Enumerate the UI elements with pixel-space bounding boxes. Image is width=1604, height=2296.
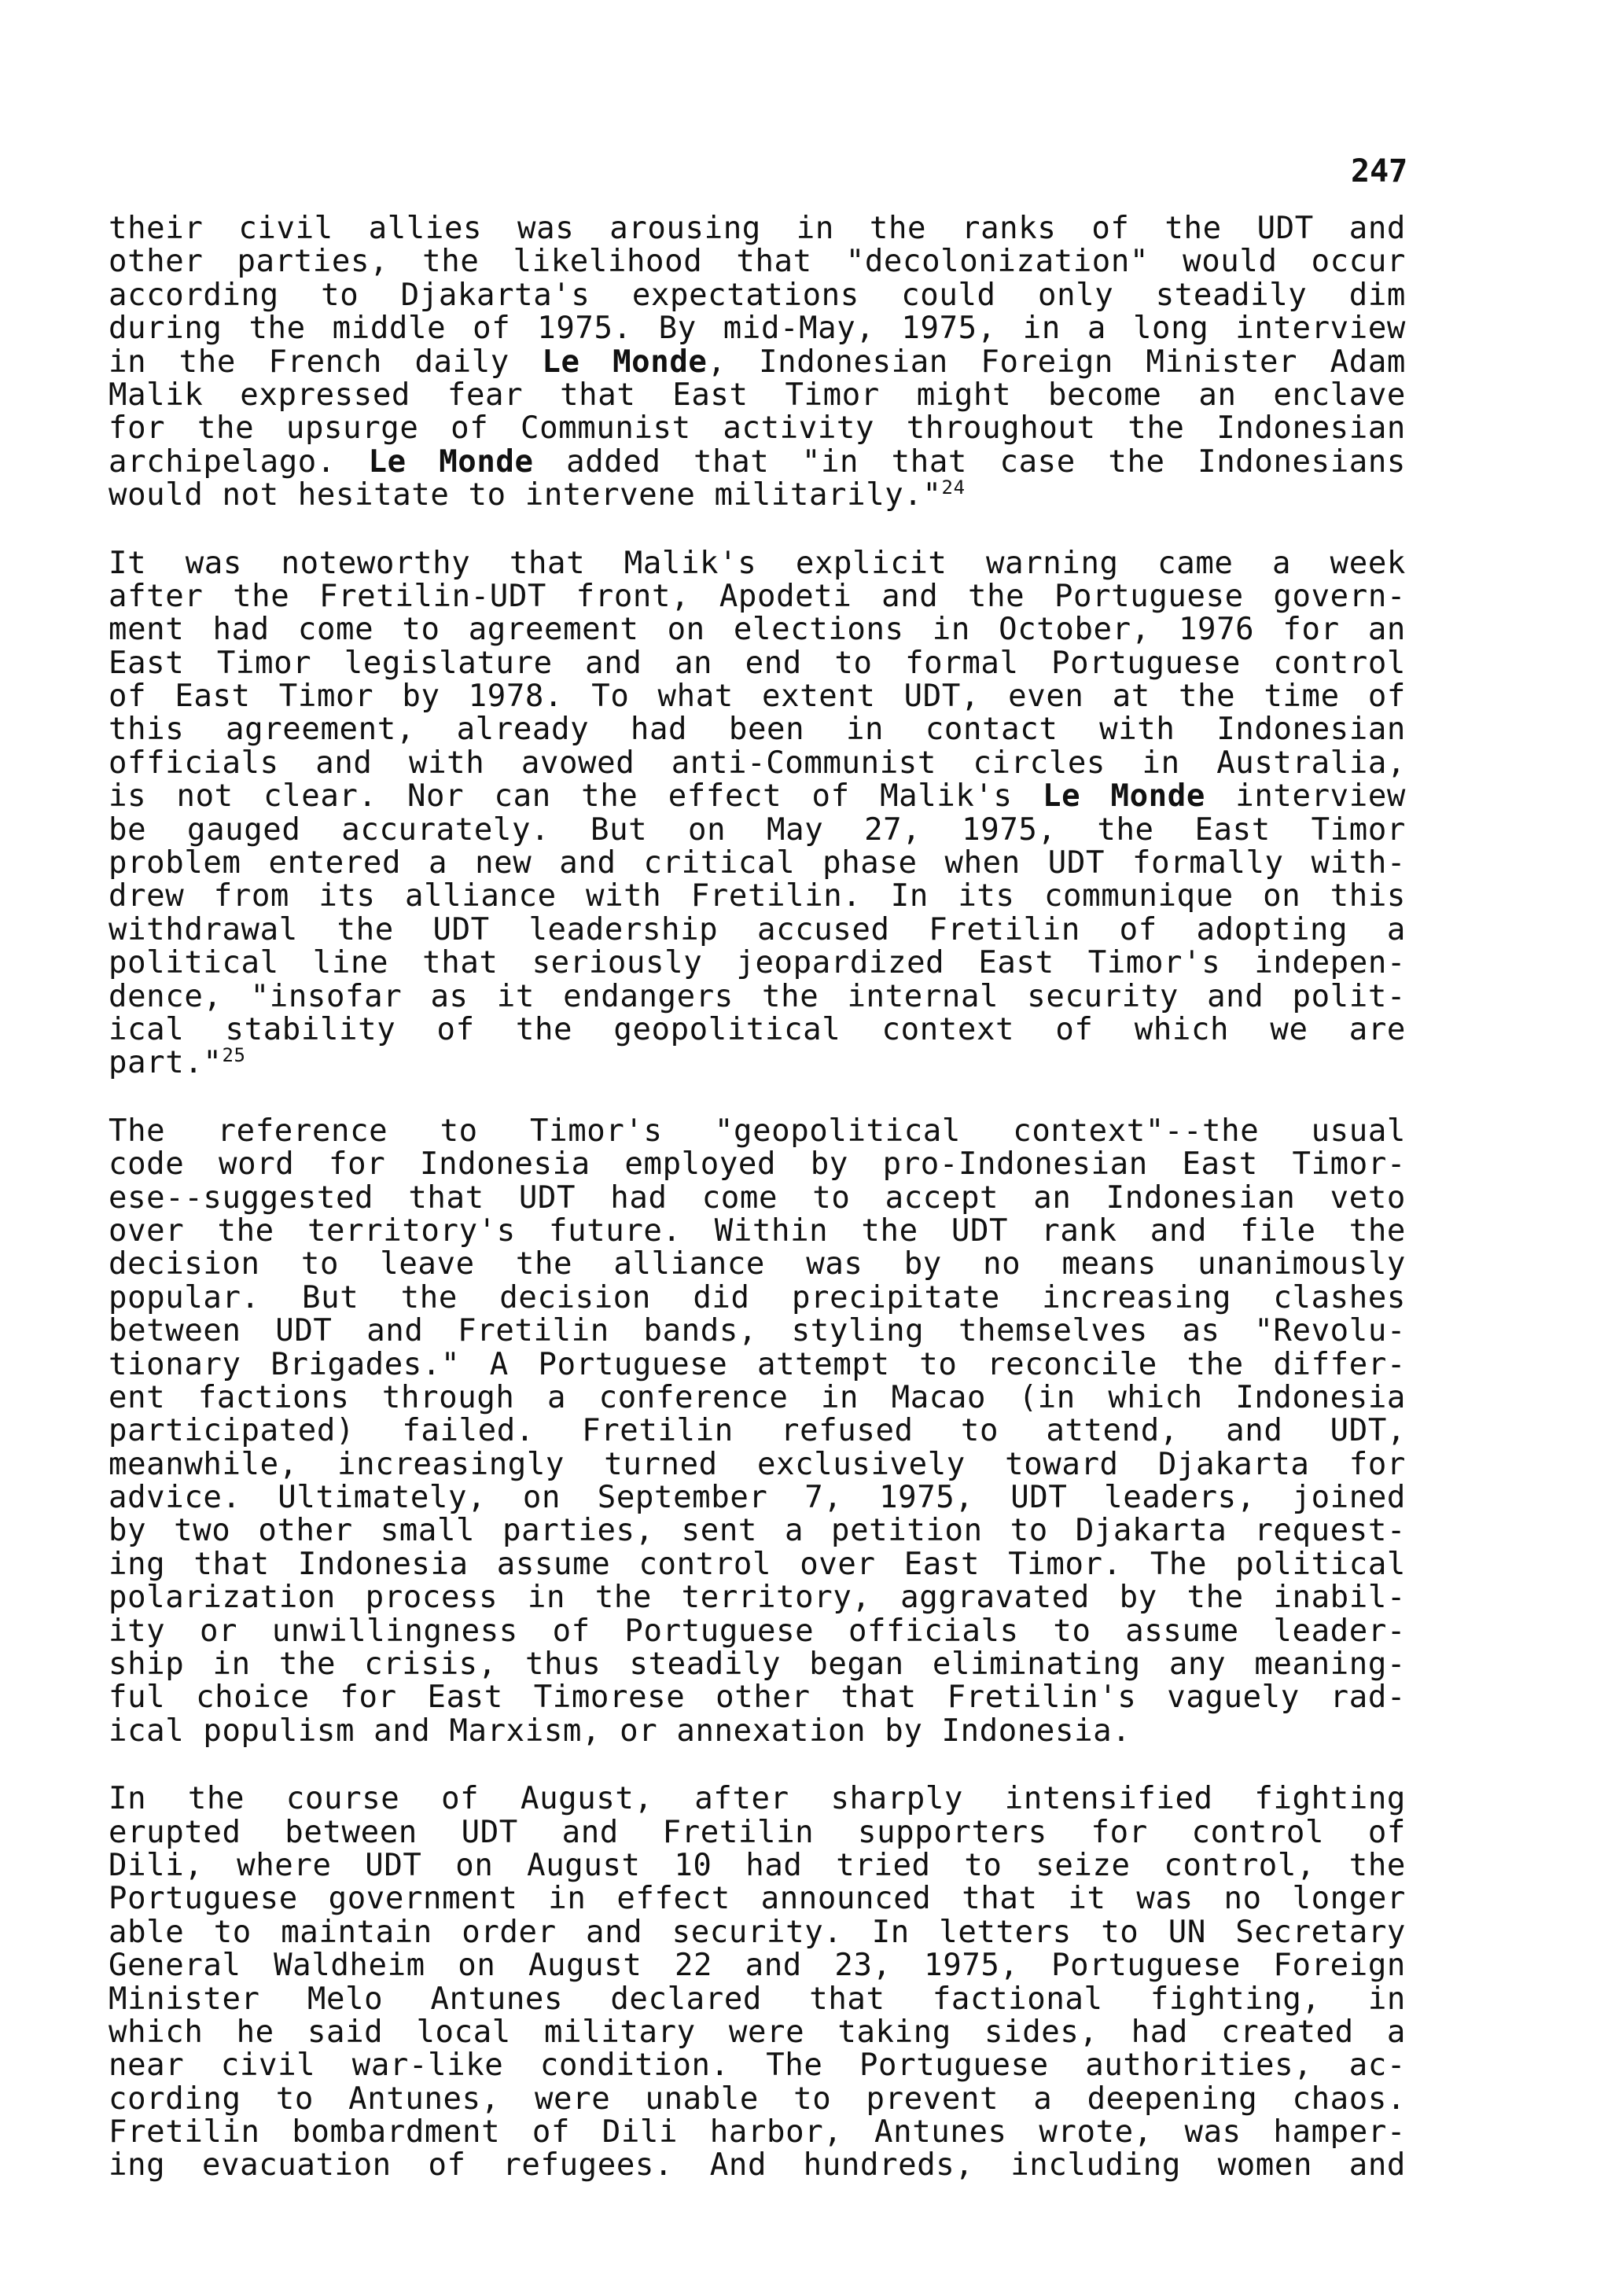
text-run: Malik expressed fear that East Timor might become an enclave [109, 377, 1406, 413]
text-run: according to Djakarta's expectations could only steadily dim [109, 277, 1406, 313]
text-line [109, 1983, 1406, 2016]
text-run: officials and with avowed anti-Communist circles in Australia, [109, 745, 1406, 781]
text-run: withdrawal the UDT leadership accused Fretilin of adopting a [109, 911, 1406, 947]
text-run: cording to Antunes, were unable to prevent a deepening chaos. [109, 2081, 1406, 2117]
text-run: be gauged accurately. But on May 27, 1975, the East Timor [109, 811, 1406, 848]
text-run: code word for Indonesia employed by pro-Indonesian East Timor- [109, 1146, 1406, 1183]
text-run: , Indonesian Foreign Minister Adam [707, 344, 1406, 380]
text-run: decision to leave the alliance was by no means unanimously [109, 1246, 1406, 1282]
text-run: added that "in that case the Indonesians [533, 443, 1407, 480]
text-line [109, 1615, 1406, 1648]
text-line [109, 1681, 1406, 1714]
text-run: political line that seriously jeopardized East Timor's indepen- [109, 945, 1406, 981]
text-run: of East Timor by 1978. To what extent UDT, even at the time of [109, 679, 1406, 715]
text-line [109, 1179, 1406, 1216]
text-run: is not clear. Nor can the effect of Malik's [109, 778, 1043, 815]
text-line [109, 1481, 1406, 1514]
text-line [109, 1044, 1406, 1081]
text-line [109, 1011, 1406, 1047]
text-line [109, 1514, 1406, 1547]
text-line [109, 978, 1406, 1014]
text-run: ity or unwillingness of Portuguese officials to assume leader- [109, 1613, 1406, 1649]
paragraph [109, 212, 1406, 513]
text-line [109, 379, 1406, 412]
text-line [109, 245, 1406, 278]
text-line [109, 1415, 1406, 1448]
text-line [109, 1148, 1406, 1181]
text-run: General Waldheim on August 22 and 23, 1975, Portuguese Foreign [109, 1948, 1406, 1984]
text-line [109, 780, 1406, 813]
text-run: Minister Melo Antunes declared that factional fighting, in [109, 1981, 1406, 2017]
text-run: ing that Indonesia assume control over East Timor. The political [109, 1546, 1406, 1582]
bold-title: Le Monde [368, 443, 534, 480]
text-run: Fretilin bombardment of Dili harbor, Antunes wrote, was hamper- [109, 2114, 1406, 2151]
text-run: part." [109, 1045, 223, 1081]
text-run: interview [1205, 778, 1406, 815]
text-line [109, 847, 1406, 880]
text-run: near civil war-like condition. The Portuguese authorities, ac- [109, 2048, 1406, 2084]
text-run: ical stability of the geopolitical context of which we are [109, 1011, 1406, 1047]
text-line [109, 547, 1406, 580]
text-run: during the middle of 1975. By mid-May, 1975, in a long interview [109, 311, 1406, 347]
text-run: popular. But the decision did precipitate increasing clashes [109, 1279, 1406, 1315]
text-line [109, 1115, 1406, 1148]
text-run: other parties, the likelihood that "decolonization" would occur [109, 244, 1406, 280]
text-line [109, 911, 1406, 947]
text-line [109, 2149, 1406, 2182]
text-run: dence, "insofar as it endangers the internal security and polit- [109, 978, 1406, 1014]
text-line [109, 2016, 1406, 2049]
footnote-reference: 25 [222, 1044, 246, 1067]
text-run: over the territory's future. Within the UDT rank and file the [109, 1212, 1406, 1249]
text-run: ent factions through a conference in Macao (in which Indonesia [109, 1379, 1406, 1415]
text-line [109, 1882, 1406, 1915]
text-line [109, 279, 1406, 312]
text-line [109, 647, 1406, 680]
text-line [109, 1315, 1406, 1348]
text-run: able to maintain order and security. In letters to UN Secretary [109, 1914, 1406, 1950]
text-run: Portuguese government in effect announced that it was no longer [109, 1881, 1406, 1917]
text-line [109, 2083, 1406, 2116]
text-run: which he said local military were taking sides, had created a [109, 2014, 1406, 2050]
text-line [109, 2116, 1406, 2149]
text-line [109, 1212, 1406, 1249]
text-run: archipelago. [109, 443, 369, 480]
text-line [109, 443, 1407, 480]
text-run: problem entered a new and critical phase when UDT formally with- [109, 845, 1406, 881]
paragraph [109, 1783, 1406, 2183]
text-line [109, 811, 1406, 848]
text-run: It was noteworthy that Malik's explicit warning came a week [109, 545, 1406, 581]
text-line [109, 1783, 1406, 1816]
text-run: ful choice for East Timorese other that Fretilin's vaguely rad- [109, 1680, 1406, 1716]
text-run: by two other small parties, sent a petition to Djakarta request- [109, 1513, 1406, 1549]
text-run: Dili, where UDT on August 10 had tried to seize control, the [109, 1847, 1406, 1883]
footnote-reference: 24 [941, 476, 966, 499]
page-number: 247 [1351, 153, 1408, 189]
text-run: their civil allies was arousing in the ranks of the UDT and [109, 211, 1406, 246]
text-run: drew from its alliance with Fretilin. In its communique on this [109, 878, 1406, 914]
text-line [109, 476, 1406, 513]
text-run: in the French daily [109, 344, 543, 380]
text-line [109, 1715, 1406, 1748]
text-run: ese--suggested that UDT had come to accept an Indonesian veto [109, 1179, 1406, 1216]
text-run: between UDT and Fretilin bands, styling themselves as "Revolu- [109, 1313, 1406, 1349]
text-run: ment had come to agreement on elections in October, 1976 for an [109, 612, 1406, 648]
bold-title: Le Monde [1043, 778, 1205, 815]
text-line [109, 2049, 1406, 2082]
text-line [109, 1816, 1406, 1849]
text-line [109, 1949, 1406, 1982]
text-line [109, 680, 1406, 713]
text-run: tionary Brigades." A Portuguese attempt to reconcile the differ- [109, 1346, 1406, 1382]
text-run: ical populism and Marxism, or annexation by Indonesia. [109, 1713, 1131, 1749]
body-text [109, 212, 1406, 2217]
text-line [109, 947, 1406, 980]
text-line [109, 580, 1406, 613]
text-run: East Timor legislature and an end to formal Portuguese control [109, 645, 1406, 681]
text-line [109, 1448, 1406, 1481]
text-run: erupted between UDT and Fretilin supporters for control of [109, 1814, 1406, 1850]
text-run: advice. Ultimately, on September 7, 1975, UDT leaders, joined [109, 1480, 1406, 1516]
text-run: this agreement, already had been in contact with Indonesian [109, 712, 1406, 748]
text-run: participated) failed. Fretilin refused to attend, and UDT, [109, 1413, 1406, 1449]
text-line [109, 1648, 1406, 1681]
text-run: ship in the crisis, thus steadily began eliminating any meaning- [109, 1647, 1406, 1683]
text-line [109, 1379, 1406, 1415]
text-line [109, 613, 1406, 646]
text-line [109, 346, 1406, 379]
text-run: meanwhile, increasingly turned exclusively toward Djakarta for [109, 1446, 1406, 1482]
text-line [109, 747, 1406, 780]
text-run: polarization process in the territory, aggravated by the inabil- [109, 1580, 1406, 1616]
text-run: ing evacuation of refugees. And hundreds, including women and [109, 2147, 1406, 2184]
text-line [109, 1248, 1406, 1281]
text-line [109, 312, 1406, 345]
text-line [109, 713, 1406, 746]
text-line [109, 212, 1406, 245]
text-line [109, 1279, 1406, 1315]
text-run: would not hesitate to intervene militarily." [109, 477, 942, 513]
text-run: after the Fretilin-UDT front, Apodeti and the Portuguese govern- [109, 578, 1406, 614]
paragraph [109, 547, 1406, 1080]
text-line [109, 412, 1406, 445]
text-run: The reference to Timor's "geopolitical context"--the usual [109, 1113, 1406, 1149]
text-line [109, 1849, 1406, 1882]
text-line [109, 1346, 1406, 1382]
bold-title: Le Monde [542, 344, 708, 380]
text-line [109, 1916, 1406, 1949]
text-line [109, 880, 1406, 913]
text-run: for the upsurge of Communist activity throughout the Indonesian [109, 410, 1406, 447]
text-line [109, 1548, 1406, 1581]
text-run: In the course of August, after sharply intensified fighting [109, 1781, 1406, 1817]
paragraph [109, 1115, 1406, 1748]
text-line [109, 1581, 1406, 1614]
